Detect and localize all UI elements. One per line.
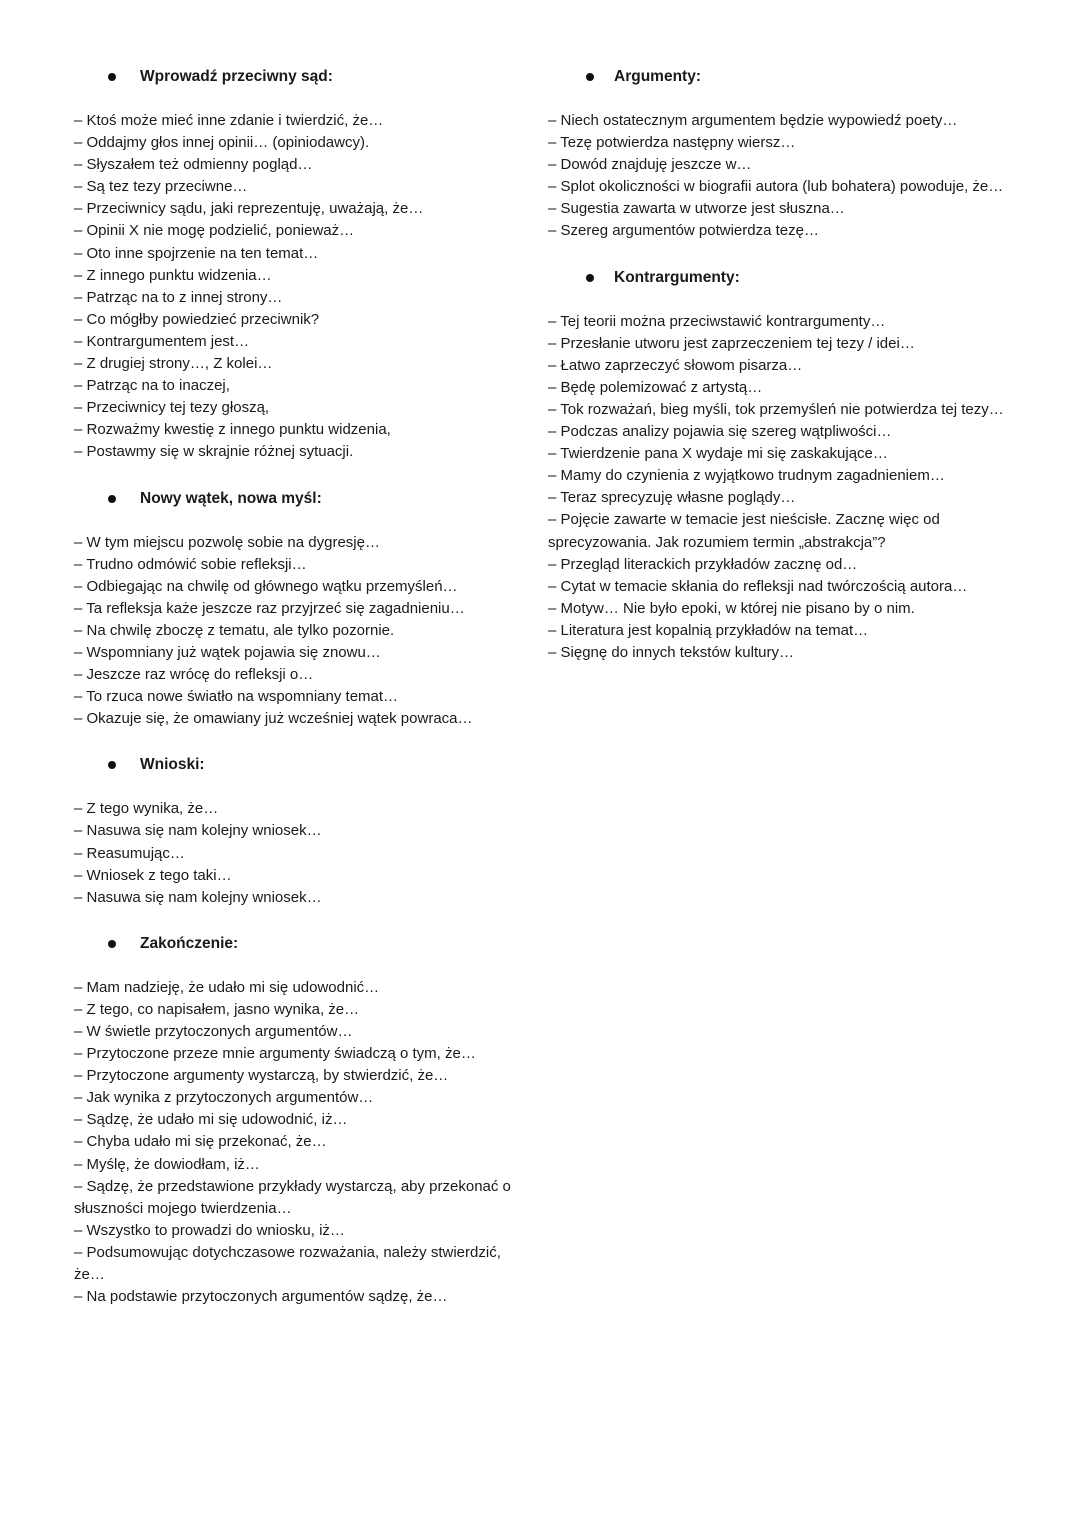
list-item: – Pojęcie zawarte w temacie jest nieścisłe. Zacznę więc od sprecyzowania. Jak rozumiem termin „abstrakcja”? xyxy=(548,511,940,551)
list-item: – Postawmy się w skrajnie różnej sytuacji. xyxy=(74,443,354,461)
list-item: – Jak wynika z przytoczonych argumentów… xyxy=(74,1089,374,1107)
list-item: – Sądzę, że udało mi się udowodnić, iż… xyxy=(74,1111,348,1129)
list-item: – Przegląd literackich przykładów zacznę od… xyxy=(548,555,858,573)
list-item: – Przesłanie utworu jest zaprzeczeniem tej tezy / idei… xyxy=(548,334,915,352)
list-item: – W świetle przytoczonych argumentów… xyxy=(74,1023,353,1040)
phrase-list xyxy=(74,110,524,464)
section-title: Wnioski: xyxy=(140,756,205,774)
list-item: – Przeciwnicy sądu, jaki reprezentuję, uważają, że… xyxy=(74,200,424,218)
list-item: – Wszystko to prowadzi do wniosku, iż… xyxy=(74,1221,345,1239)
bullet-icon xyxy=(108,761,116,769)
list-item: – Jeszcze raz wrócę do refleksji o… xyxy=(74,666,314,684)
list-item: – Przeciwnicy tej tezy głoszą, xyxy=(74,399,270,417)
list-item: – Mam nadzieję, że udało mi się udowodnić… xyxy=(74,978,380,996)
section-heading xyxy=(74,64,524,90)
section-title: Nowy wątek, nowa myśl: xyxy=(140,489,322,507)
section-heading xyxy=(74,931,524,957)
list-item: – Trudno odmówić sobie refleksji… xyxy=(74,555,307,573)
list-item: – Podsumowując dotychczasowe rozważania, należy stwierdzić, że… xyxy=(74,1243,501,1284)
list-item: – Patrząc na to z innej strony… xyxy=(74,288,283,306)
list-item: – Odbiegając na chwilę od głównego wątku przemyśleń… xyxy=(74,577,458,595)
section-counter-opinion xyxy=(74,64,524,464)
list-item: – Sugestia zawarta w utworze jest słuszna… xyxy=(548,200,845,218)
phrase-list xyxy=(548,311,1018,665)
list-item: – Kontrargumentem jest… xyxy=(74,332,250,350)
list-item: – Podczas analizy pojawia się szereg wątpliwości… xyxy=(548,423,892,441)
section-counterarguments xyxy=(548,265,1018,665)
list-item: – Na podstawie przytoczonych argumentów sądzę, że… xyxy=(74,1288,448,1306)
list-item: – Opinii X nie mogę podzielić, ponieważ… xyxy=(74,222,355,240)
list-item: – Na chwilę zboczę z tematu, ale tylko pozornie. xyxy=(74,621,395,639)
bullet-icon xyxy=(586,73,594,81)
phrase-list xyxy=(74,532,524,731)
list-item: – Słyszałem też odmienny pogląd… xyxy=(74,156,313,174)
list-item: – To rzuca nowe światło na wspomniany temat… xyxy=(74,688,399,706)
list-item: – Cytat w temacie skłania do refleksji nad twórczością autora… xyxy=(548,577,968,595)
list-item: – Tej teorii można przeciwstawić kontrargumenty… xyxy=(548,312,886,330)
section-heading xyxy=(548,64,1018,90)
phrase-list xyxy=(548,110,1018,243)
list-item: – Z drugiej strony…, Z kolei… xyxy=(74,355,273,373)
list-item: – Okazuje się, że omawiany już wcześniej wątek powraca… xyxy=(74,710,473,728)
list-item: – Ta refleksja każe jeszcze raz przyjrzeć się zagadnieniu… xyxy=(74,599,465,617)
section-heading xyxy=(74,752,524,778)
list-item: – Myślę, że dowiodłam, iż… xyxy=(74,1155,260,1173)
section-heading xyxy=(74,486,524,512)
section-title: Kontrargumenty: xyxy=(614,268,740,286)
right-column xyxy=(548,64,1018,686)
list-item: – Nasuwa się nam kolejny wniosek… xyxy=(74,822,322,840)
list-item: – Są tez tezy przeciwne… xyxy=(74,178,248,196)
list-item: – Szereg argumentów potwierdza tezę… xyxy=(548,222,819,240)
list-item: – Przytoczone argumenty wystarczą, by stwierdzić, że… xyxy=(74,1067,449,1085)
section-title: Wprowadź przeciwny sąd: xyxy=(140,68,333,85)
list-item: – Chyba udało mi się przekonać, że… xyxy=(74,1133,327,1151)
list-item: – Dowód znajduję jeszcze w… xyxy=(548,156,752,174)
left-column xyxy=(74,64,524,1330)
section-title: Zakończenie: xyxy=(140,934,239,952)
list-item: – Teraz sprecyzuję własne poglądy… xyxy=(548,489,796,507)
bullet-icon xyxy=(108,73,116,81)
list-item: – Z innego punktu widzenia… xyxy=(74,266,272,284)
list-item: – Wniosek z tego taki… xyxy=(74,866,232,884)
phrase-list xyxy=(74,798,524,908)
list-item: – Nasuwa się nam kolejny wniosek… xyxy=(74,888,322,906)
list-item: – Splot okoliczności w biografii autora (lub bohatera) powoduje, że… xyxy=(548,178,1004,196)
section-title: Argumenty: xyxy=(614,68,701,85)
list-item: – Rozważmy kwestię z innego punktu widzenia, xyxy=(74,421,391,439)
list-item: – Niech ostatecznym argumentem będzie wypowiedź poety… xyxy=(548,112,958,129)
list-item: – Patrząc na to inaczej, xyxy=(74,377,230,395)
list-item: – Z tego, co napisałem, jasno wynika, że… xyxy=(74,1000,360,1018)
list-item: – Oto inne spojrzenie na ten temat… xyxy=(74,244,319,262)
section-arguments xyxy=(548,64,1018,243)
list-item: – Mamy do czynienia z wyjątkowo trudnym zagadnieniem… xyxy=(548,467,945,485)
list-item: – Ktoś może mieć inne zdanie i twierdzić, że… xyxy=(74,112,384,129)
section-new-thread xyxy=(74,486,524,731)
bullet-icon xyxy=(586,274,594,282)
list-item: – Twierdzenie pana X wydaje mi się zaskakujące… xyxy=(548,445,888,463)
list-item: – Oddajmy głos innej opinii… (opiniodawcy). xyxy=(74,134,370,152)
list-item: – Łatwo zaprzeczyć słowom pisarza… xyxy=(548,356,803,374)
section-heading xyxy=(548,265,1018,291)
list-item: – Reasumując… xyxy=(74,844,185,862)
list-item: – Wspomniany już wątek pojawia się znowu… xyxy=(74,643,381,661)
list-item: – W tym miejscu pozwolę sobie na dygresję… xyxy=(74,533,380,551)
bullet-icon xyxy=(108,495,116,503)
section-conclusions xyxy=(74,752,524,908)
list-item: – Literatura jest kopalnią przykładów na temat… xyxy=(548,621,869,639)
list-item: – Będę polemizować z artystą… xyxy=(548,378,763,396)
list-item: – Przytoczone przeze mnie argumenty świadczą o tym, że… xyxy=(74,1045,476,1063)
list-item: – Tok rozważań, bieg myśli, tok przemyśleń nie potwierdza tej tezy… xyxy=(548,400,1004,418)
section-ending xyxy=(74,931,524,1308)
list-item: – Co mógłby powiedzieć przeciwnik? xyxy=(74,310,320,328)
list-item: – Sądzę, że przedstawione przykłady wystarczą, aby przekonać o słuszności mojego twierdzenia… xyxy=(74,1177,511,1217)
list-item: – Tezę potwierdza następny wiersz… xyxy=(548,134,796,152)
list-item: – Z tego wynika, że… xyxy=(74,800,219,818)
bullet-icon xyxy=(108,940,116,948)
phrase-list xyxy=(74,977,524,1308)
list-item: – Sięgnę do innych tekstów kultury… xyxy=(548,643,794,661)
list-item: – Motyw… Nie było epoki, w której nie pisano by o nim. xyxy=(548,599,915,617)
